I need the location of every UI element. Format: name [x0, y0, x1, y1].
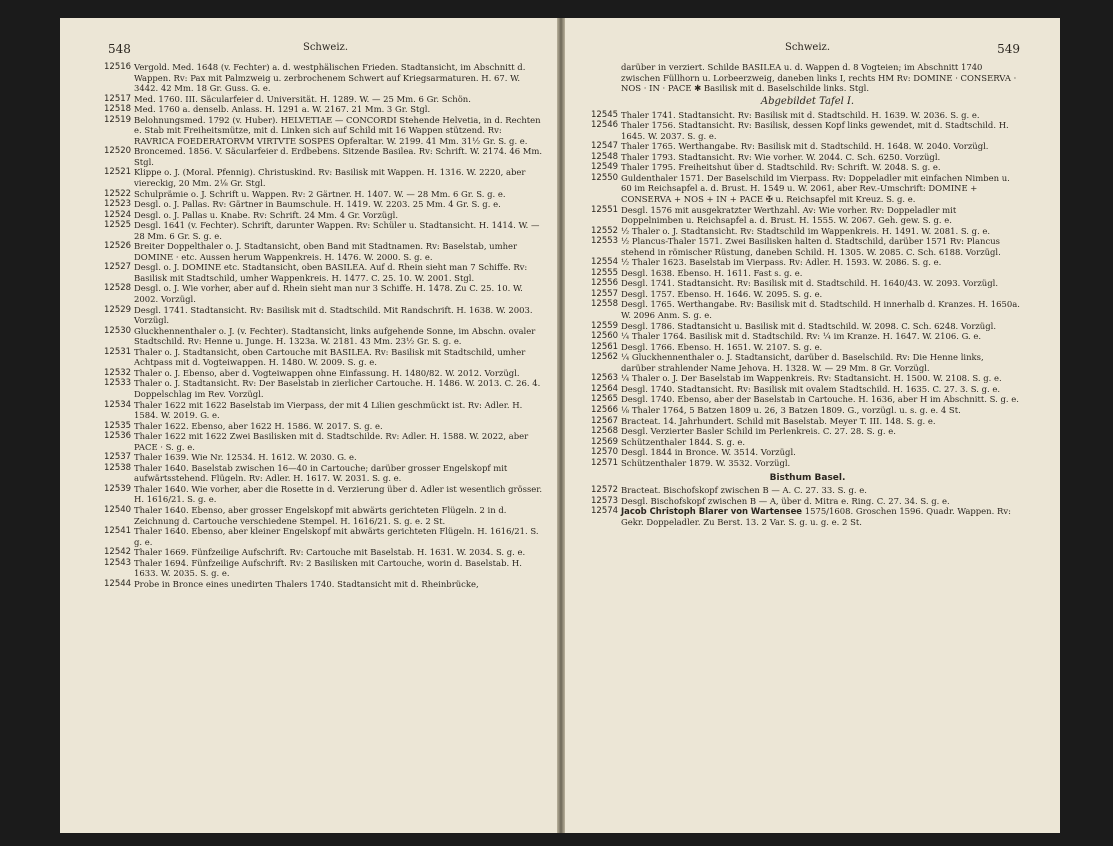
entry-text: Thaler 1765. Werthangabe. Rv: Basilisk mit d. Stadtschild. H. 1648. W. 2040. Vorzügl.: [621, 141, 989, 152]
entry-number: 12536: [104, 431, 132, 442]
catalogue-entry: [104, 399, 543, 421]
entry-text: Desgl. 1576 mit ausgekratzter Werthzahl. Av: Wie vorher. Rv: Doppeladler mit Doppelnimben u. Reichsapfel a. d. Brust. H. 1555. W. 2067. Geh. gew. S. g. e.: [621, 204, 957, 226]
entry-number: 12563: [591, 373, 619, 384]
entry-number: 12550: [591, 172, 619, 183]
entry-number: 12539: [104, 483, 132, 494]
catalogue-entry: [104, 262, 543, 283]
entry-text: Bracteat. 14. Jahrhundert. Schild mit Baselstab. Meyer T. III. 148. S. g. e.: [621, 415, 936, 426]
entry-number: 12573: [591, 495, 619, 506]
entry-number: 12542: [104, 547, 132, 558]
entry-number: 12523: [104, 199, 132, 210]
catalogue-entry: [591, 120, 1020, 141]
catalogue-entry: [591, 457, 1020, 469]
catalogue-entry: [104, 146, 543, 167]
entry-number: 12535: [104, 420, 132, 431]
catalogue-entries: [591, 485, 1020, 527]
entry-text: Thaler 1756. Stadtansicht. Rv: Basilisk, dessen Kopf links gewendet, mit d. Stadtschild. H. 1645. W. 2037. S. g. e.: [621, 120, 1009, 141]
entry-number: 12548: [591, 151, 619, 162]
catalogue-entry: [591, 415, 1020, 427]
entry-text: Thaler 1622. Ebenso, aber 1622 H. 1586. W. 2017. S. g. e.: [134, 420, 383, 431]
entry-text: ½ Thaler 1623. Baselstab im Vierpass. Rv: Adler. H. 1593. W. 2086. S. g. e.: [621, 257, 942, 268]
entry-text: Bracteat. Bischofskopf zwischen B — A. C. 27. 33. S. g. e.: [621, 485, 867, 496]
entry-text: Thaler 1622 mit 1622 Zwei Basilisken mit d. Stadtschilde. Rv: Adler. H. 1588. W. 2022, aber PACE · S. g. e.: [134, 431, 529, 452]
entry-number: 12570: [591, 447, 619, 458]
catalogue-entry: [591, 485, 1020, 496]
entry-number: 12561: [591, 341, 619, 352]
entry-text: ¼ Thaler 1764. Basilisk mit d. Stadtschild. Rv: ¼ im Kranze. H. 1647. W. 2106. G. e.: [621, 331, 982, 342]
entry-text: Desgl. 1765. Werthangabe. Rv: Basilisk mit d. Stadtschild. H innerhalb d. Kranzes. H. 1650a. W. 2096 Anm. S. g. e.: [621, 299, 1020, 321]
catalogue-entry: [591, 299, 1020, 321]
entry-text: Broncemed. 1856. V. Säcularfeier d. Erdbebens. Sitzende Basilea. Rv: Schrift. W. 2174. 46 Mm. Stgl.: [134, 146, 543, 167]
entry-text: Probe in Bronce eines unedirten Thalers 1740. Stadtansicht mit d. Rheinbrücke,: [134, 578, 479, 589]
catalogue-entry: [591, 172, 1020, 205]
entry-text: Desgl. 1757. Ebenso. H. 1646. W. 2095. S. g. e.: [621, 288, 823, 299]
entry-text: Belohnungsmed. 1792 (v. Huber). HELVETIAE — CONCORDI Stehende Helvetia, in d. Rechten e. Stab mit Freiheitsmütze, mit d. Linken sich auf Schild mit 16 Wappen stützend. Rv: RAVRICA FOEDERATORVM VIRTVTE SOSPES Opferaltar. W. 2199. 41 Mm. 31½ Gr. S. g. e.: [134, 114, 541, 146]
entry-number: 12521: [104, 167, 132, 178]
running-head: [595, 42, 1020, 62]
entry-number: 12516: [104, 62, 132, 72]
catalogue-entry: [104, 431, 543, 452]
catalogue-entry: [104, 547, 543, 558]
entry-number: 12567: [591, 415, 619, 426]
catalogue-entry: [104, 557, 543, 579]
entry-number: 12530: [104, 325, 132, 336]
catalogue-entry: [104, 209, 543, 221]
catalogue-entry: [591, 162, 1020, 173]
entry-number: 12556: [591, 278, 619, 289]
entry-text: ¼ Gluckhennenthaler o. J. Stadtansicht, darüber d. Baselschild. Rv: Die Henne links, darüber strahlender Name Jehova. H. 1328. W. — 29 Mm. 8 Gr. Vorzügl.: [621, 352, 984, 373]
catalogue-entry: [104, 462, 543, 484]
entry-number: 12559: [591, 320, 619, 331]
entry-number: 12547: [591, 141, 619, 152]
catalogue-entry: [591, 506, 1020, 527]
catalogue-entry: [104, 526, 543, 547]
entry-text: Med. 1760 a. denselb. Anlass. H. 1291 a. W. 2167. 21 Mm. 3 Gr. Stgl.: [134, 104, 431, 115]
running-head: [108, 42, 543, 62]
entry-number: 12546: [591, 120, 619, 131]
catalogue-entry: [104, 378, 543, 399]
entry-text: Desgl. 1740. Stadtansicht. Rv: Basilisk mit ovalem Stadtschild. H. 1635. C. 27. 3. S. g. e.: [621, 383, 1001, 394]
catalogue-entry: [591, 267, 1020, 279]
catalogue-entry: [104, 578, 543, 590]
catalogue-entry: [104, 93, 543, 105]
entry-text: Thaler o. J. Stadtansicht, oben Cartouche mit BASILEA. Rv: Basilisk mit Stadtschild, umher Achtpass mit d. Vogteiwappen. H. 1480. W. 2009. S. g. e.: [134, 346, 526, 368]
entry-text: Thaler o. J. Ebenso, aber d. Vogteiwappen ohne Einfassung. H. 1480/82. W. 2012. Vorzügl.: [134, 367, 520, 378]
entry-text: Thaler 1639. Wie Nr. 12534. H. 1612. W. 2030. G. e.: [134, 452, 357, 463]
catalogue-entry: [591, 320, 1020, 332]
catalogue-entry: [591, 394, 1020, 405]
catalogue-entry: [591, 331, 1020, 342]
entry-text: Thaler 1622 mit 1622 Baselstab im Vierpass, der mit 4 Lilien geschmückt ist. Rv: Adler. H. 1584. W. 2019. G. e.: [134, 399, 523, 421]
catalogue-entry: [591, 236, 1020, 257]
catalogue-entry: [591, 341, 1020, 353]
entry-text: Schulprämie o. J. Schrift u. Wappen. Rv: 2 Gärtner. H. 1407. W. — 28 Mm. 6 Gr. S. g. e.: [134, 188, 506, 199]
entry-name: Jacob Christoph Blarer von Wartensee: [621, 506, 803, 517]
entry-text: Desgl. o. J. Pallas u. Knabe. Rv: Schrift. 24 Mm. 4 Gr. Vorzügl.: [134, 209, 398, 220]
entry-number: 12537: [104, 452, 132, 463]
entry-number: 12544: [104, 578, 132, 589]
catalogue-entry: [591, 257, 1020, 268]
catalogue-entry: [104, 199, 543, 210]
catalogue-entry: [104, 304, 543, 326]
entry-text: Thaler 1694. Fünfzeilige Aufschrift. Rv: 2 Basilisken mit Cartouche, worin d. Baselstab. H. 1633. W. 2035. S. g. e.: [134, 557, 522, 579]
entry-text: Desgl. 1741. Stadtansicht. Rv: Basilisk mit d. Stadtschild. Mit Randschrift. H. 1638. W. 2003. Vorzügl.: [134, 304, 533, 326]
entry-number: 12569: [591, 436, 619, 447]
page-number: 548: [108, 42, 131, 56]
entry-number: 12524: [104, 209, 132, 220]
entry-text: Thaler 1795. Freiheitshut über d. Stadtschild. Rv: Schrift. W. 2048. S. g. e.: [621, 162, 941, 173]
entry-text: Gluckhennenthaler o. J. (v. Fechter). Stadtansicht, links aufgehende Sonne, im Abschn. ovaler Stadtschild. Rv: Henne u. Junge. H. 1323a. W. 2181. 43 Mm. 23½ Gr. S. g. e.: [134, 325, 536, 347]
entry-number: 12555: [591, 267, 619, 278]
entry-number: 12553: [591, 236, 619, 247]
entry-number: 12527: [104, 262, 132, 273]
entry-text: ½ Plancus-Thaler 1571. Zwei Basilisken halten d. Stadtschild, darüber 1571 Rv: Plancus stehend in römischer Rüstung, daneben Schild. H. 1305. W. 2085. C. Sch. 6188. Vorzügl.: [621, 236, 1001, 257]
entry-text: Desgl. 1740. Ebenso, aber der Baselstab in Cartouche. H. 1636, aber H im Abschnitt. S. g. e.: [621, 394, 1019, 405]
entry-number: 12533: [104, 378, 132, 389]
entry-text: Breiter Doppelthaler o. J. Stadtansicht, oben Band mit Stadtnamen. Rv: Baselstab, umher DOMINE · etc. Aussen herum Wappenkreis. H. 1476. W. 2000. S. g. e.: [134, 241, 518, 262]
catalogue-entries: [104, 62, 543, 589]
entry-text: Thaler 1669. Fünfzeilige Aufschrift. Rv: Cartouche mit Baselstab. H. 1631. W. 2034. S. g. e.: [134, 547, 526, 558]
entry-number: 12545: [591, 109, 619, 120]
entry-text: Thaler 1741. Stadtansicht. Rv: Basilisk mit d. Stadtschild. H. 1639. W. 2036. S. g. e.: [621, 109, 980, 120]
entry-text: Desgl. 1741. Stadtansicht. Rv: Basilisk mit d. Stadtschild. H. 1640/43. W. 2093. Vorzügl.: [621, 278, 999, 289]
entry-text: Vergold. Med. 1648 (v. Fechter) a. d. westphälischen Frieden. Stadtansicht, im Abschnitt d. Wappen. Rv: Pax mit Palmzweig u. zerbrochenem Schwert auf Kriegsarmaturen. H. 67. W. 3442. 42 Mm. 18 Gr. Guss. G. e.: [134, 62, 526, 94]
book-gutter: [557, 18, 565, 833]
entry-text: Desgl. 1638. Ebenso. H. 1611. Fast s. g. e.: [621, 267, 803, 278]
section-heading: Bisthum Basel.: [769, 473, 846, 484]
entry-number: 12571: [591, 457, 619, 468]
catalogue-entries: [591, 109, 1020, 469]
left-page: [60, 18, 557, 833]
catalogue-entry: [104, 167, 543, 189]
entry-number: 12534: [104, 399, 132, 410]
entry-text: Desgl. 1786. Stadtansicht u. Basilisk mit d. Stadtschild. W. 2098. C. Sch. 6248. Vorzügl.: [621, 320, 997, 331]
catalogue-entry: [591, 373, 1020, 384]
catalogue-entry: [591, 278, 1020, 289]
entry-text: Desgl. 1766. Ebenso. H. 1651. W. 2107. S. g. e.: [621, 341, 823, 352]
right-page: [565, 18, 1060, 833]
entry-text: Thaler o. J. Stadtansicht. Rv: Der Baselstab in zierlicher Cartouche. H. 1486. W. 2013. C. 26. 4. Doppelschlag im Rev. Vorzügl.: [134, 378, 541, 399]
entry-number: 12565: [591, 394, 619, 405]
entry-number: 12528: [104, 283, 132, 294]
catalogue-entry: [104, 325, 543, 347]
entry-text: Desgl. o. J. Wie vorher, aber auf d. Rhein sieht man nur 3 Schiffe. H. 1478. Zu C. 25. 10. W. 2002. Vorzügl.: [134, 283, 523, 305]
catalogue-entry: [104, 283, 543, 305]
entry-number: 12529: [104, 304, 132, 315]
entry-text: Desgl. 1844 in Bronce. W. 3514. Vorzügl.: [621, 447, 796, 458]
catalogue-entry: [591, 495, 1020, 507]
catalogue-entry: [104, 367, 543, 379]
entry-text: Schützenthaler 1879. W. 3532. Vorzügl.: [621, 457, 791, 468]
catalogue-entry: [104, 420, 543, 432]
entry-number: 12560: [591, 331, 619, 342]
entry-text: Thaler 1640. Ebenso, aber grosser Engelskopf mit abwärts gerichteten Flügeln. 2 in d. Zeichnung d. Cartouche verschiedene Stempel. H. 1616/21. S. g. e. 2 St.: [134, 504, 507, 526]
catalogue-entry: [104, 114, 543, 147]
entry-number: 12526: [104, 241, 132, 252]
entry-number: 12574: [591, 506, 619, 517]
entry-number: 12517: [104, 93, 132, 104]
catalogue-entry: [591, 352, 1020, 373]
entry-number: 12551: [591, 204, 619, 215]
entry-number: 12572: [591, 485, 619, 496]
entry-text: 1575/1608. Groschen 1596. Quadr. Wappen. Rv: Gekr. Doppeladler. Zu Berst. 13. 2 Var. S. g. u. g. e. 2 St.: [621, 506, 1011, 527]
catalogue-entry: [591, 225, 1020, 237]
entry-number: 12541: [104, 526, 132, 537]
entry-text: Desgl. Bischofskopf zwischen B — A, über d. Mitra e. Ring. C. 27. 34. S. g. e.: [621, 495, 950, 506]
entry-number: 12518: [104, 104, 132, 115]
entry-number: 12562: [591, 352, 619, 363]
running-head-title: Schweiz.: [784, 42, 830, 53]
entry-text: ¼ Thaler o. J. Der Baselstab im Wappenkreis. Rv: Stadtansicht. H. 1500. W. 2108. S. g. e.: [621, 373, 1002, 384]
entry-text: Desgl. o. J. Pallas. Rv: Gärtner in Baumschule. H. 1419. W. 2203. 25 Mm. 4 Gr. S. g. e.: [134, 199, 501, 210]
entry-number: 12543: [104, 557, 132, 568]
catalogue-entry: [104, 188, 543, 200]
catalogue-entry: [104, 220, 543, 241]
entry-text: Thaler 1640. Wie vorher, aber die Rosette in d. Verzierung über d. Adler ist wesentlich grösser. H. 1616/21. S. g. e.: [134, 483, 543, 505]
entry-number: 12520: [104, 146, 132, 157]
book-spread: [60, 18, 1060, 833]
entry-number: 12558: [591, 299, 619, 310]
plate-caption: Abgebildet Tafel I.: [760, 95, 855, 107]
entry-number: 12525: [104, 220, 132, 231]
catalogue-entry: [591, 436, 1020, 448]
entry-text: Desgl. 1641 (v. Fechter). Schrift, darunter Wappen. Rv: Schüler u. Stadtansicht. H. 1414. W. — 28 Mm. 6 Gr. S. g. e.: [134, 220, 540, 241]
catalogue-entry: [591, 109, 1020, 121]
entry-number: 12564: [591, 383, 619, 394]
entry-number: 12531: [104, 346, 132, 357]
entry-text: Desgl. Verzierter Basler Schild im Perlenkreis. C. 27. 28. S. g. e.: [621, 426, 896, 437]
entry-number: 12552: [591, 225, 619, 236]
entry-number: 12532: [104, 367, 132, 378]
entry-text: Med. 1760. III. Säcularfeier d. Universität. H. 1289. W. — 25 Mm. 6 Gr. Schön.: [134, 93, 471, 104]
catalogue-entry: [591, 426, 1020, 437]
entry-number: 12522: [104, 188, 132, 199]
entry-text: ⅛ Thaler 1764, 5 Batzen 1809 u. 26, 3 Batzen 1809. G., vorzügl. u. s. g. e. 4 St.: [621, 404, 961, 415]
page-number: 549: [997, 42, 1020, 56]
entry-text: Klippe o. J. (Moral. Pfennig). Christuskind. Rv: Basilisk mit Wappen. H. 1316. W. 2220, aber viereckig, 20 Mm. 2⅛ Gr. Stgl.: [134, 167, 526, 189]
catalogue-entry: [104, 241, 543, 262]
running-head-title: Schweiz.: [302, 42, 348, 53]
entry-number: 12568: [591, 426, 619, 437]
entry-text: Thaler 1640. Ebenso, aber kleiner Engelskopf mit abwärts gerichteten Flügeln. H. 1616/21. S. g. e.: [134, 526, 539, 547]
catalogue-entry: [104, 452, 543, 463]
catalogue-entry: [104, 104, 543, 115]
entry-number: 12519: [104, 114, 132, 125]
entry-continuation: darüber in verziert. Schilde BASILEA u. d. Wappen d. 8 Vogteien; im Abschnitt 1740 zwischen Füllhorn u. Lorbeerzweig, daneben links I, rechts HM Rv: DOMINE · CONSERVA · NOS · IN · PACE ✱ Basilisk mit d. Baselschilde links. Stgl.: [621, 62, 1017, 94]
entry-text: Guldenthaler 1571. Der Baselschild im Vierpass. Rv: Doppeladler mit einfachen Nimben u. 60 im Reichsapfel a. d. Brust. H. 1549 u. W. 2061, aber Rev.-Umschrift: DOMINE + CONSERVA + NOS + IN + PACE ✠ u. Reichsapfel mit Kreuz. S. g. e.: [621, 172, 1010, 205]
catalogue-entry: [591, 404, 1020, 416]
catalogue-entry: [591, 447, 1020, 458]
entry-text: Schützenthaler 1844. S. g. e.: [621, 436, 746, 447]
catalogue-entry: [104, 346, 543, 368]
catalogue-entry: [591, 204, 1020, 226]
catalogue-entry: [591, 141, 1020, 152]
entry-text: Desgl. o. J. DOMINE etc. Stadtansicht, oben BASILEA. Auf d. Rhein sieht man 7 Schiffe. Rv: Basilisk mit Stadtschild, umher Wappenkreis. H. 1477. C. 25. 10. W. 2001. Stgl.: [134, 262, 528, 283]
catalogue-entry: [591, 383, 1020, 395]
catalogue-entry: [591, 151, 1020, 163]
entry-number: 12557: [591, 288, 619, 299]
entry-text: Thaler 1640. Baselstab zwischen 16—40 in Cartouche; darüber grosser Engelskopf mit aufwärtsstehend. Flügeln. Rv: Adler. H. 1617. W. 2031. S. g. e.: [134, 462, 508, 484]
entry-text: ½ Thaler o. J. Stadtansicht. Rv: Stadtschild im Wappenkreis. H. 1491. W. 2081. S. g. e.: [621, 225, 991, 236]
entry-number: 12549: [591, 162, 619, 173]
entry-number: 12554: [591, 257, 619, 268]
entry-number: 12538: [104, 462, 132, 473]
catalogue-entry: [104, 62, 543, 94]
entry-number: 12540: [104, 504, 132, 515]
entry-text: Thaler 1793. Stadtansicht. Rv: Wie vorher. W. 2044. C. Sch. 6250. Vorzügl.: [621, 151, 941, 162]
catalogue-entry: [104, 483, 543, 505]
entry-number: 12566: [591, 404, 619, 415]
catalogue-entry: [591, 288, 1020, 300]
catalogue-entry: [104, 504, 543, 526]
